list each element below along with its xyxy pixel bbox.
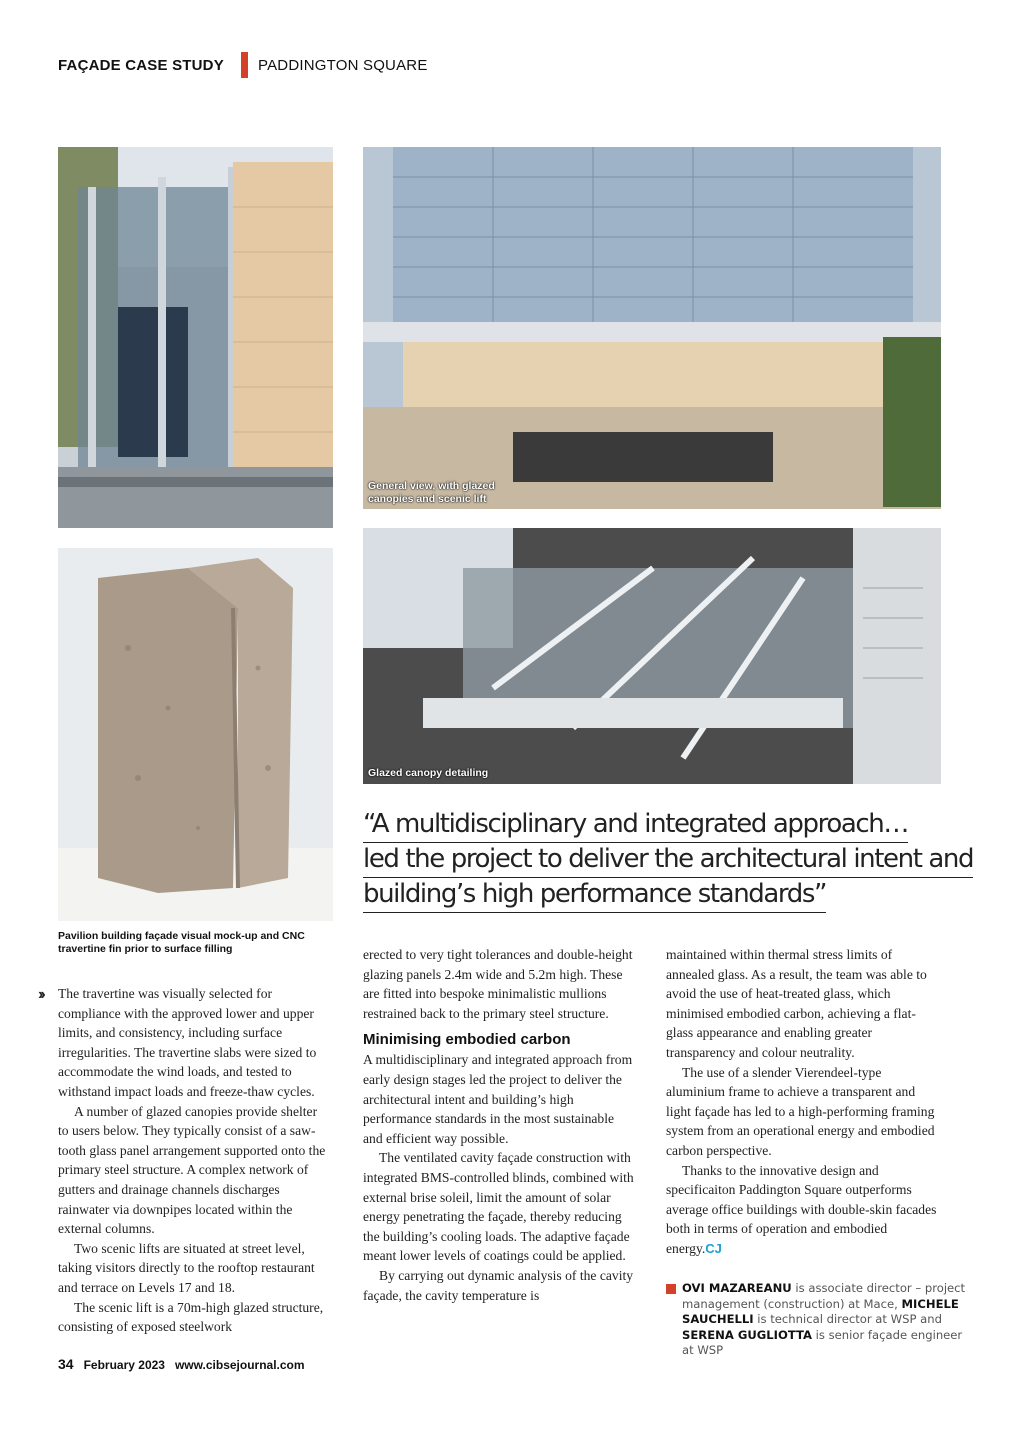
- general-view-caption: General view, with glazed canopies and scenic lift: [368, 480, 495, 505]
- pull-quote-line-2: led the project to deliver the architectural intent and: [363, 843, 973, 878]
- paragraph: The travertine was visually selected for compliance with the approved lower and upper limits, and consistency, including surface irregularities. The travertine slabs were sized to accommodate the wind loads, and tested to withstand impact loads and freeze-thaw cycles.: [58, 986, 317, 1099]
- pull-quote-line-1: “A multidisciplinary and integrated approach…: [363, 808, 908, 843]
- paragraph: maintained within thermal stress limits of annealed glass. As a result, the team was able to avoid the use of heat-treated glass, which minimised embodied carbon, achieving a flat-glass appearance and enabling greater transparency and colour neutrality.: [666, 947, 927, 1060]
- paragraph: Two scenic lifts are situated at street level, taking visitors directly to the rooftop restaurant and terrace on Levels 17 and 18.: [58, 1240, 315, 1295]
- pull-quote-line-3: building’s high performance standards”: [363, 878, 826, 913]
- end-mark: CJ: [705, 1240, 722, 1256]
- paragraph: The ventilated cavity façade construction with integrated BMS-controlled blinds, combined with external brise soleil, limit the amount of solar energy penetrating the façade, thereby reducing the building’s cooling loads. The adaptive façade meant lower levels of coatings could be applied.: [363, 1150, 634, 1264]
- paragraph: erected to very tight tolerances and double-height glazing panels 2.4m wide and 5.2m high. These are fitted into bespoke minimalistic mullions restrained back to the primary steel structure.: [363, 947, 633, 1021]
- author-role-1: is associate director – project management (construction) at Mace,: [682, 1281, 966, 1311]
- canopy-caption: Glazed canopy detailing: [368, 767, 489, 779]
- travertine-fin-photo: [58, 548, 333, 921]
- header-divider-bar: [241, 52, 248, 78]
- facade-mockup-photo: [58, 147, 333, 528]
- paragraph: A number of glazed canopies provide shelter to users below. They typically consist of a saw-tooth glass panel arrangement supported onto the primary steel structure. A complex network of gutters and drainage channels discharges rainwater via downpipes located within the external columns.: [58, 1103, 326, 1237]
- issue-date: February 2023: [83, 1358, 165, 1372]
- section-title: FAÇADE CASE STUDY: [58, 57, 224, 74]
- section-subtitle: PADDINGTON SQUARE: [258, 57, 428, 74]
- author-name-1: OVI MAZAREANU: [682, 1281, 792, 1295]
- paragraph-text: Thanks to the innovative design and specificaiton Paddington Square outperforms average office buildings with double-skin facades both in terms of operation and embodied energy.: [666, 1162, 937, 1256]
- author-role-2: is technical director at WSP and: [753, 1312, 942, 1327]
- continue-arrow-icon: ››: [38, 986, 43, 1003]
- paragraph: A multidisciplinary and integrated approach from early design stages led the project to deliver the architectural intent and building’s high performance standards in the most sustainable and efficient way possible.: [363, 1052, 633, 1146]
- author-name-2: MICHELE SAUCHELLI: [682, 1296, 959, 1327]
- pull-quote: [363, 808, 974, 913]
- paragraph: By carrying out dynamic analysis of the cavity façade, the cavity temperature is: [363, 1267, 634, 1303]
- page-number: 34: [58, 1356, 74, 1372]
- canopy-detail-photo: [363, 528, 941, 784]
- author-bio: [666, 1281, 972, 1359]
- author-name-3: SERENA GUGLIOTTA: [682, 1327, 812, 1342]
- author-role-3: is senior façade engineer at WSP: [682, 1327, 963, 1358]
- article-column-3: [666, 945, 942, 1259]
- paragraph: The scenic lift is a 70m-high glazed structure, consisting of exposed steelwork: [58, 1299, 324, 1335]
- page-footer: [58, 1356, 305, 1374]
- subheading: Minimising embodied carbon: [363, 1031, 571, 1049]
- paragraph: The use of a slender Vierendeel-type aluminium frame to achieve a transparent and light façade has led to a high-performing framing system from an operational energy and embodied carbon perspective.: [666, 1064, 935, 1158]
- article-column-2: [363, 945, 635, 1305]
- website-link[interactable]: www.cibsejournal.com: [174, 1358, 305, 1372]
- paragraph: [666, 1161, 942, 1259]
- general-view-photo: [363, 147, 941, 509]
- article-column-1: [58, 984, 330, 1337]
- mockup-caption: Pavilion building façade visual mock-up and CNC travertine fin prior to surface filling: [58, 930, 305, 955]
